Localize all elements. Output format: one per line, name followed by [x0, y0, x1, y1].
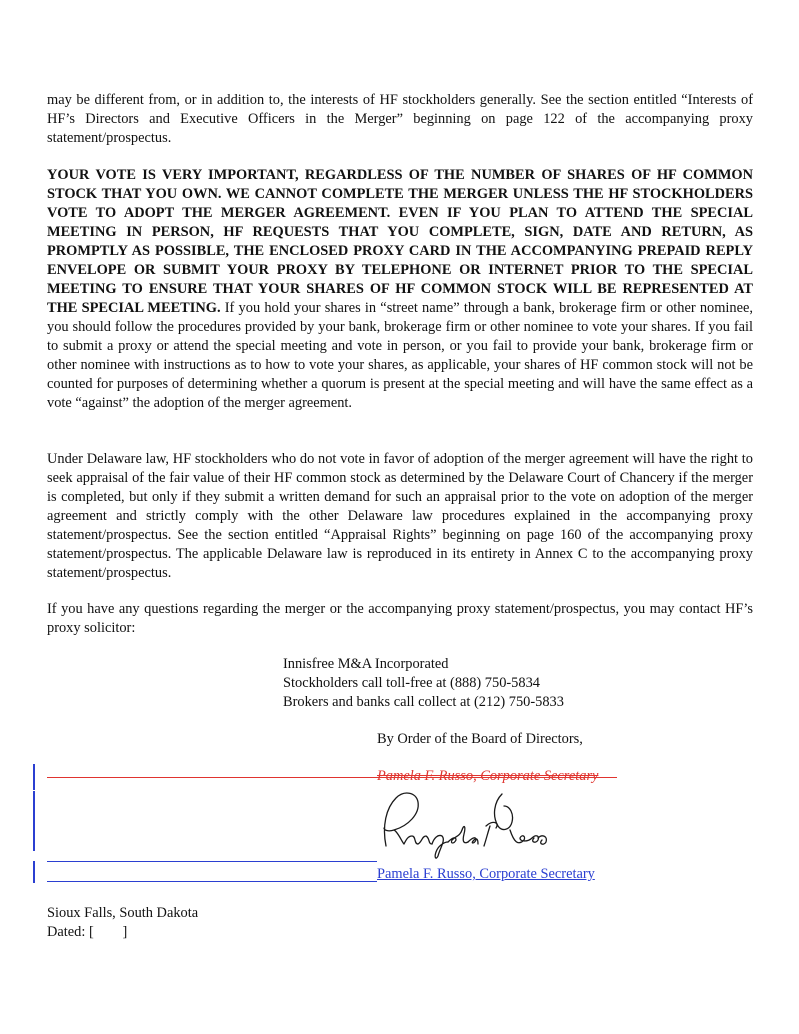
insertion-rule	[47, 881, 377, 882]
proxy-solicitor-contact	[283, 655, 564, 712]
change-bar	[33, 764, 35, 790]
paragraph-appraisal-rights: Under Delaware law, HF stockholders who do not vote in favor of adoption of the merger agreement will have the right to seek appraisal of the fair value of their HF common stock as determined by the Delaware Court of Chancery if the merger is completed, but only if they submit a written demand for such an appraisal prior to the vote on adoption of the merger agreement and strictly comply with the other Delaware law procedures explained in the accompanying proxy statement/prospectus. See the section entitled “Appraisal Rights” beginning on page 160 of the accompanying proxy statement/prospectus. The applicable Delaware law is reproduced in its entirety in Annex C to the accompanying proxy statement/prospectus.	[47, 451, 753, 581]
brokers-phone: Brokers and banks call collect at (212) 750-5833	[283, 694, 564, 710]
secretary-name: Pamela F. Russo, Corporate Secretary	[377, 866, 595, 882]
insertion-rule	[47, 861, 377, 862]
change-bar	[33, 861, 35, 883]
paragraph-questions: If you have any questions regarding the merger or the accompanying proxy statement/prospectus, you may contact HF’s proxy solicitor:	[47, 601, 753, 636]
change-bar	[33, 791, 35, 851]
stockholders-phone: Stockholders call toll-free at (888) 750-5834	[283, 675, 540, 691]
struck-secretary-name: Pamela F. Russo, Corporate Secretary	[377, 768, 599, 784]
place-and-date	[47, 904, 198, 942]
dated-text: Dated: [ ]	[47, 924, 128, 940]
by-order-line: By Order of the Board of Directors,	[377, 731, 583, 747]
vote-important-rest-text: If you hold your shares in “street name” through a bank, brokerage firm or other nominee, you should follow the procedures provided by your bank, brokerage firm or other nominee to vote your shares. If you fail to submit a proxy or attend the special meeting and vote in person, or you fail to provide your bank, brokerage firm or other nominee with instructions as to how to vote your shares, as applicable, your shares of HF common stock will not be counted for purposes of determining whether a quorum is present at the special meeting and will have the same effect as a vote “against” the adoption of the merger agreement.	[47, 300, 753, 411]
location-text: Sioux Falls, South Dakota	[47, 905, 199, 921]
solicitor-name: Innisfree M&A Incorporated	[283, 656, 449, 672]
handwritten-signature-image	[372, 786, 552, 862]
paragraph-vote-important	[47, 166, 753, 413]
paragraph-interests: may be different from, or in addition to, the interests of HF stockholders generally. See the section entitled “Interests of HF’s Directors and Executive Officers in the Merger” beginning on page 122 of the accompanying proxy statement/prospectus.	[47, 92, 753, 146]
vote-important-bold-text: YOUR VOTE IS VERY IMPORTANT, REGARDLESS OF THE NUMBER OF SHARES OF HF COMMON STOCK THAT YOU OWN. WE CANNOT COMPLETE THE MERGER UNLESS THE HF STOCKHOLDERS VOTE TO ADOPT THE MERGER AGREEMENT. EVEN IF YOU PLAN TO ATTEND THE SPECIAL MEETING IN PERSON, HF REQUESTS THAT YOU COMPLETE, SIGN, DATE AND RETURN, AS PROMPTLY AS POSSIBLE, THE ENCLOSED PROXY CARD IN THE ACCOMPANYING PREPAID REPLY ENVELOPE OR SUBMIT YOUR PROXY BY TELEPHONE OR INTERNET PRIOR TO THE SPECIAL MEETING TO ENSURE THAT YOUR SHARES OF HF COMMON STOCK WILL BE REPRESENTED AT THE SPECIAL MEETING.	[47, 167, 753, 316]
